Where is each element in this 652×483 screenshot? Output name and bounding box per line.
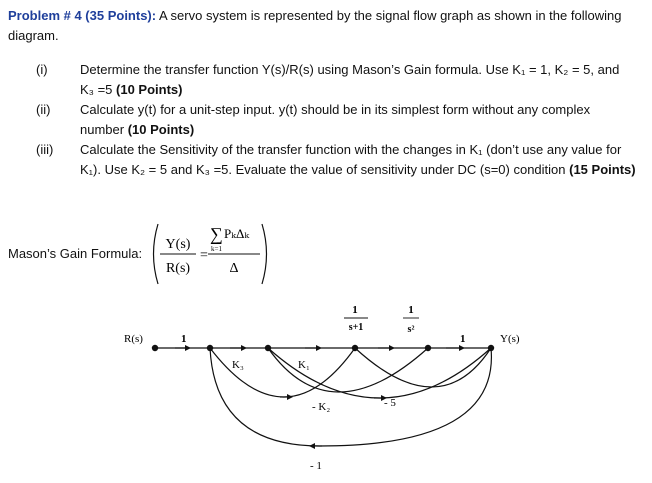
- question-points: (15 Points): [569, 162, 636, 177]
- gain-k3: K₃: [232, 359, 244, 371]
- branch-k1: [268, 348, 491, 398]
- branch-gain-1: 1: [460, 333, 466, 345]
- question-number: (ii): [36, 102, 51, 117]
- question-item: [8, 60, 644, 100]
- question-text: [80, 60, 644, 100]
- tf2-denominator: s²: [407, 324, 415, 335]
- question-points: (10 Points): [127, 122, 195, 137]
- branch-gain-1: 1: [181, 333, 187, 345]
- gain-neg-5: - 5: [384, 397, 396, 409]
- problem-heading: Problem # 4 (35 Points):: [8, 8, 157, 23]
- question-number: (i): [36, 62, 48, 77]
- loop-neg-k2: [268, 348, 428, 392]
- question-body: Determine the transfer function Y(s)/R(s) using Mason’s Gain formula. Use K₁ = 1, K₂ = 5, and K₃ =5: [80, 62, 620, 97]
- gain-k1: K₁: [298, 359, 310, 371]
- sum-term: PₖΔₖ: [224, 226, 250, 241]
- question-item: [8, 140, 644, 180]
- problem-intro: A servo system is represented by the signal flow graph as shown in the following diagram.: [8, 8, 622, 43]
- loop-neg-1: [210, 348, 491, 446]
- question-points: (10 Points): [116, 82, 183, 97]
- equals-sign: =: [200, 248, 208, 263]
- question-list: [8, 60, 644, 180]
- gain-neg-k2: - K₂: [312, 401, 331, 413]
- lhs-numerator: Y(s): [165, 237, 191, 252]
- question-item: [8, 100, 644, 140]
- rhs-denominator: Δ: [229, 261, 239, 276]
- mason-formula-label: Mason’s Gain Formula:: [8, 246, 143, 261]
- tf2-numerator: 1: [408, 304, 414, 316]
- problem-statement: [8, 6, 644, 46]
- signal-flow-graph: [0, 296, 652, 483]
- gain-neg-1: - 1: [310, 460, 322, 472]
- input-label: R(s): [124, 333, 143, 345]
- loop-neg-5: [355, 348, 491, 387]
- mason-formula: [148, 218, 278, 290]
- lhs-denominator: R(s): [165, 261, 191, 276]
- sum-symbol: ∑: [210, 224, 223, 244]
- tf1-numerator: 1: [352, 304, 358, 316]
- question-text: [80, 100, 644, 140]
- sum-index: k=1: [211, 245, 222, 253]
- tf1-denominator: s+1: [348, 322, 364, 333]
- question-body: Calculate y(t) for a unit-step input. y(t) should be in its simplest form without any complex number: [80, 102, 591, 137]
- question-number: (iii): [36, 142, 54, 157]
- output-label: Y(s): [500, 333, 520, 345]
- node: [152, 345, 158, 351]
- question-body: Calculate the Sensitivity of the transfer function with the changes in K₁ (don’t use any value for K₁). Use K₂ = 5 and K₃ =5. Evaluate the value of sensitivity under DC (s=0) condition: [80, 142, 622, 177]
- question-text: [80, 140, 644, 180]
